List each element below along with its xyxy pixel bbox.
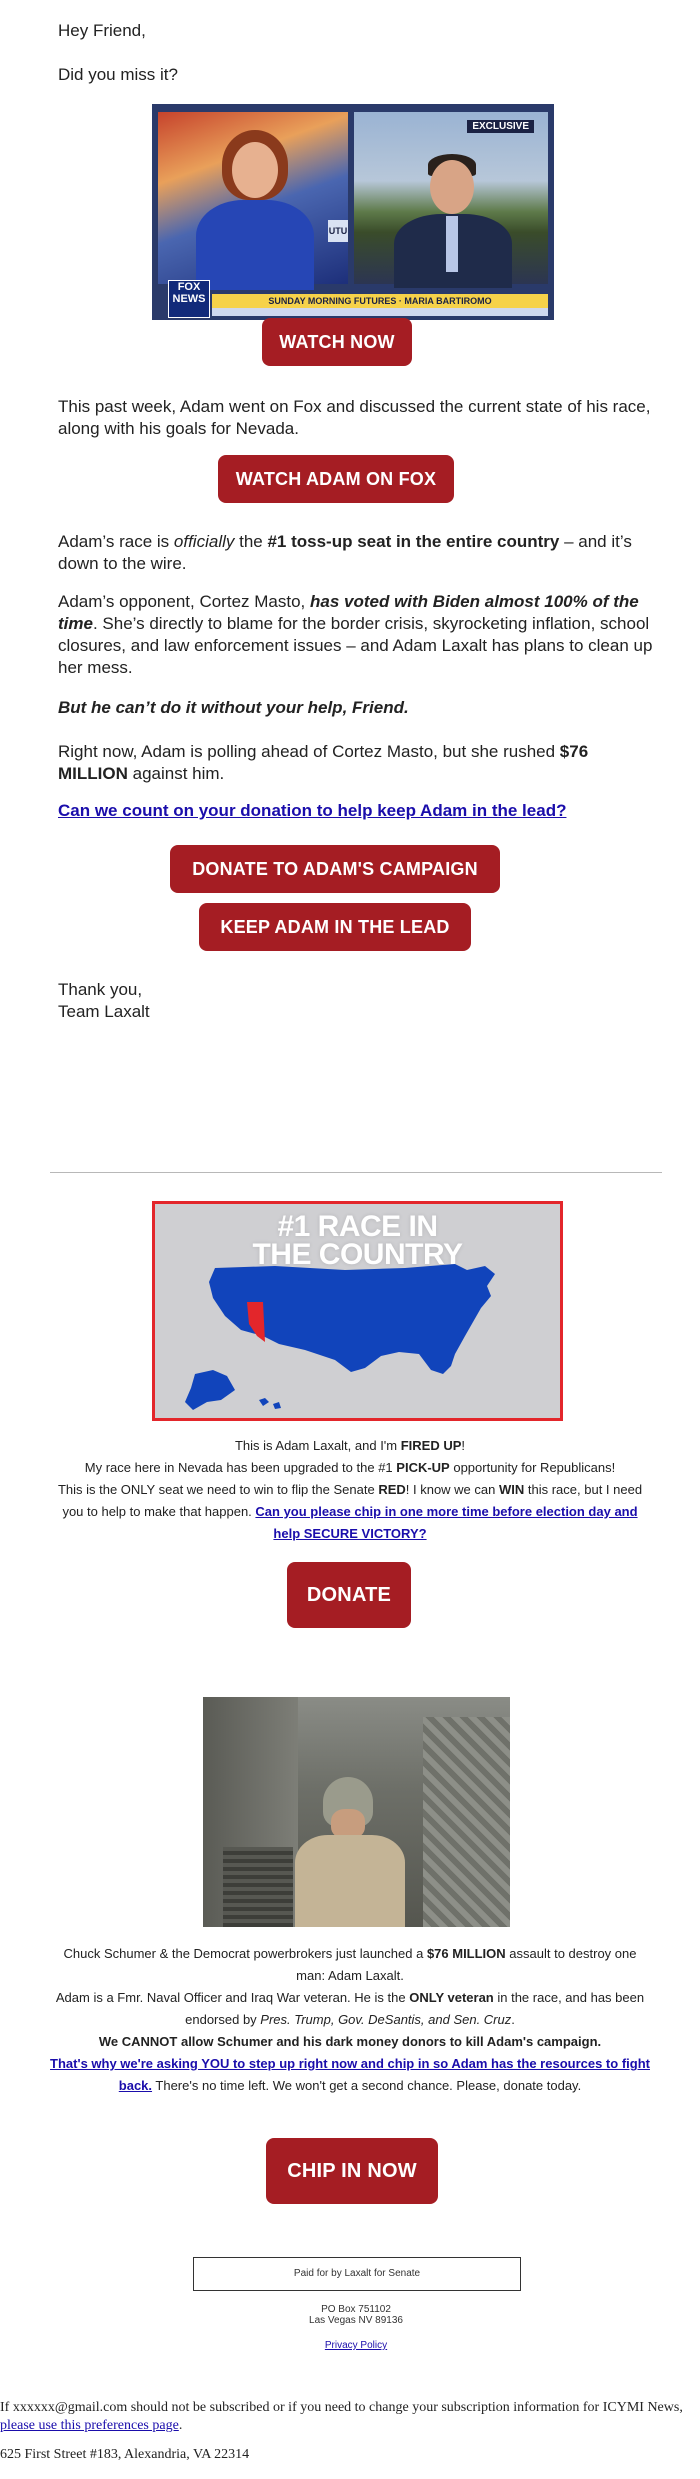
- secure-victory-link[interactable]: Can you please chip in one more time before election day and help SECURE VICTORY?: [255, 1504, 638, 1541]
- number-one-race-banner[interactable]: [152, 1201, 563, 1421]
- greeting: Hey Friend,: [58, 21, 146, 40]
- mailing-address: 625 First Street #183, Alexandria, VA 22314: [0, 2447, 250, 2462]
- signoff-team: Team Laxalt: [58, 1002, 150, 1021]
- fox-news-logo: FOX NEWS: [168, 280, 210, 318]
- us-map-icon: [155, 1204, 560, 1418]
- donate-button[interactable]: DONATE: [287, 1562, 411, 1628]
- step-up-link[interactable]: That's why we're asking YOU to step up right now and chip in so Adam has the resources to fight back.: [50, 2056, 650, 2093]
- watch-adam-on-fox-button[interactable]: WATCH ADAM ON FOX: [218, 455, 454, 503]
- donate-to-campaign-button[interactable]: DONATE TO ADAM'S CAMPAIGN: [170, 845, 500, 893]
- city-state-line: Las Vegas NV 89136: [309, 2315, 403, 2326]
- soldier-photo: [203, 1697, 510, 1927]
- paragraph-help-needed: But he can’t do it without your help, Friend.: [58, 698, 409, 717]
- exclusive-badge: EXCLUSIVE: [467, 120, 534, 133]
- show-ticker: SUNDAY MORNING FUTURES · MARIA BARTIROMO: [212, 294, 548, 308]
- paragraph-fox-appearance: This past week, Adam went on Fox and discussed the current state of his race, along with his goals for Nevada.: [58, 397, 651, 438]
- banner-title-line1: #1 RACE IN: [277, 1210, 438, 1243]
- donation-question-link[interactable]: Can we count on your donation to help keep Adam in the lead?: [58, 801, 567, 820]
- schumer-assault-message: Chuck Schumer & the Democrat powerbrokers just launched a $76 MILLION assault to destroy one man: Adam Laxalt. Adam is a Fmr. Naval Officer and Iraq War veteran. He is the ONLY veteran in the race, and has been endorsed by Pres. Trump, Gov. DeSantis, and Sen. Cruz. We CANNOT allow Schumer and his dark money donors to kill Adam's campaign. That's why we're asking YOU to step up right now and chip in so Adam has the resources to fight back. There's no time left. We won't get a second chance. Please, donate today.: [50, 1946, 650, 2093]
- privacy-policy-link[interactable]: Privacy Policy: [324, 2340, 388, 2351]
- banner-title-line2: THE COUNTRY: [252, 1238, 463, 1271]
- chip-in-now-button[interactable]: CHIP IN NOW: [266, 2138, 438, 2204]
- anchor-panel: [158, 112, 348, 284]
- paragraph-toss-up-seat: Adam’s race is officially the #1 toss-up seat in the entire country – and it’s down to the wire.: [58, 532, 632, 573]
- keep-adam-in-lead-button[interactable]: KEEP ADAM IN THE LEAD: [199, 903, 471, 951]
- paragraph-opponent: Adam’s opponent, Cortez Masto, has voted with Biden almost 100% of the time. She’s directly to blame for the border crisis, skyrocketing inflation, school closures, and law enforcement issues – and Adam Laxalt has plans to clean up her mess.: [58, 592, 653, 677]
- watch-now-button[interactable]: WATCH NOW: [262, 318, 412, 366]
- guest-panel: [354, 112, 548, 284]
- intro-question: Did you miss it?: [58, 65, 178, 84]
- paid-for-disclaimer: Paid for by Laxalt for Senate: [193, 2257, 521, 2291]
- po-box-line: PO Box 751102: [321, 2304, 391, 2315]
- section-divider: [50, 1172, 662, 1173]
- subscription-footer: If xxxxxx@gmail.com should not be subscribed or if you need to change your subscription information for ICYMI News, please use this preferences page.: [0, 2400, 683, 2433]
- paragraph-polling: Right now, Adam is polling ahead of Cortez Masto, but she rushed $76 MILLION against him.: [58, 742, 589, 783]
- fox-interview-thumbnail[interactable]: [152, 104, 554, 320]
- fired-up-message: This is Adam Laxalt, and I'm FIRED UP! My race here in Nevada has been upgraded to the #1 PICK-UP opportunity for Republicans! This is the ONLY seat we need to win to flip the Senate RED! I know we can WIN this race, but I need you to help to make that happen. Can you please chip in one more time before election day and help SECURE VICTORY?: [57, 1438, 643, 1541]
- signoff-thanks: Thank you,: [58, 980, 143, 999]
- studio-sign: UTU: [328, 220, 348, 242]
- preferences-link[interactable]: please use this preferences page: [0, 2418, 179, 2433]
